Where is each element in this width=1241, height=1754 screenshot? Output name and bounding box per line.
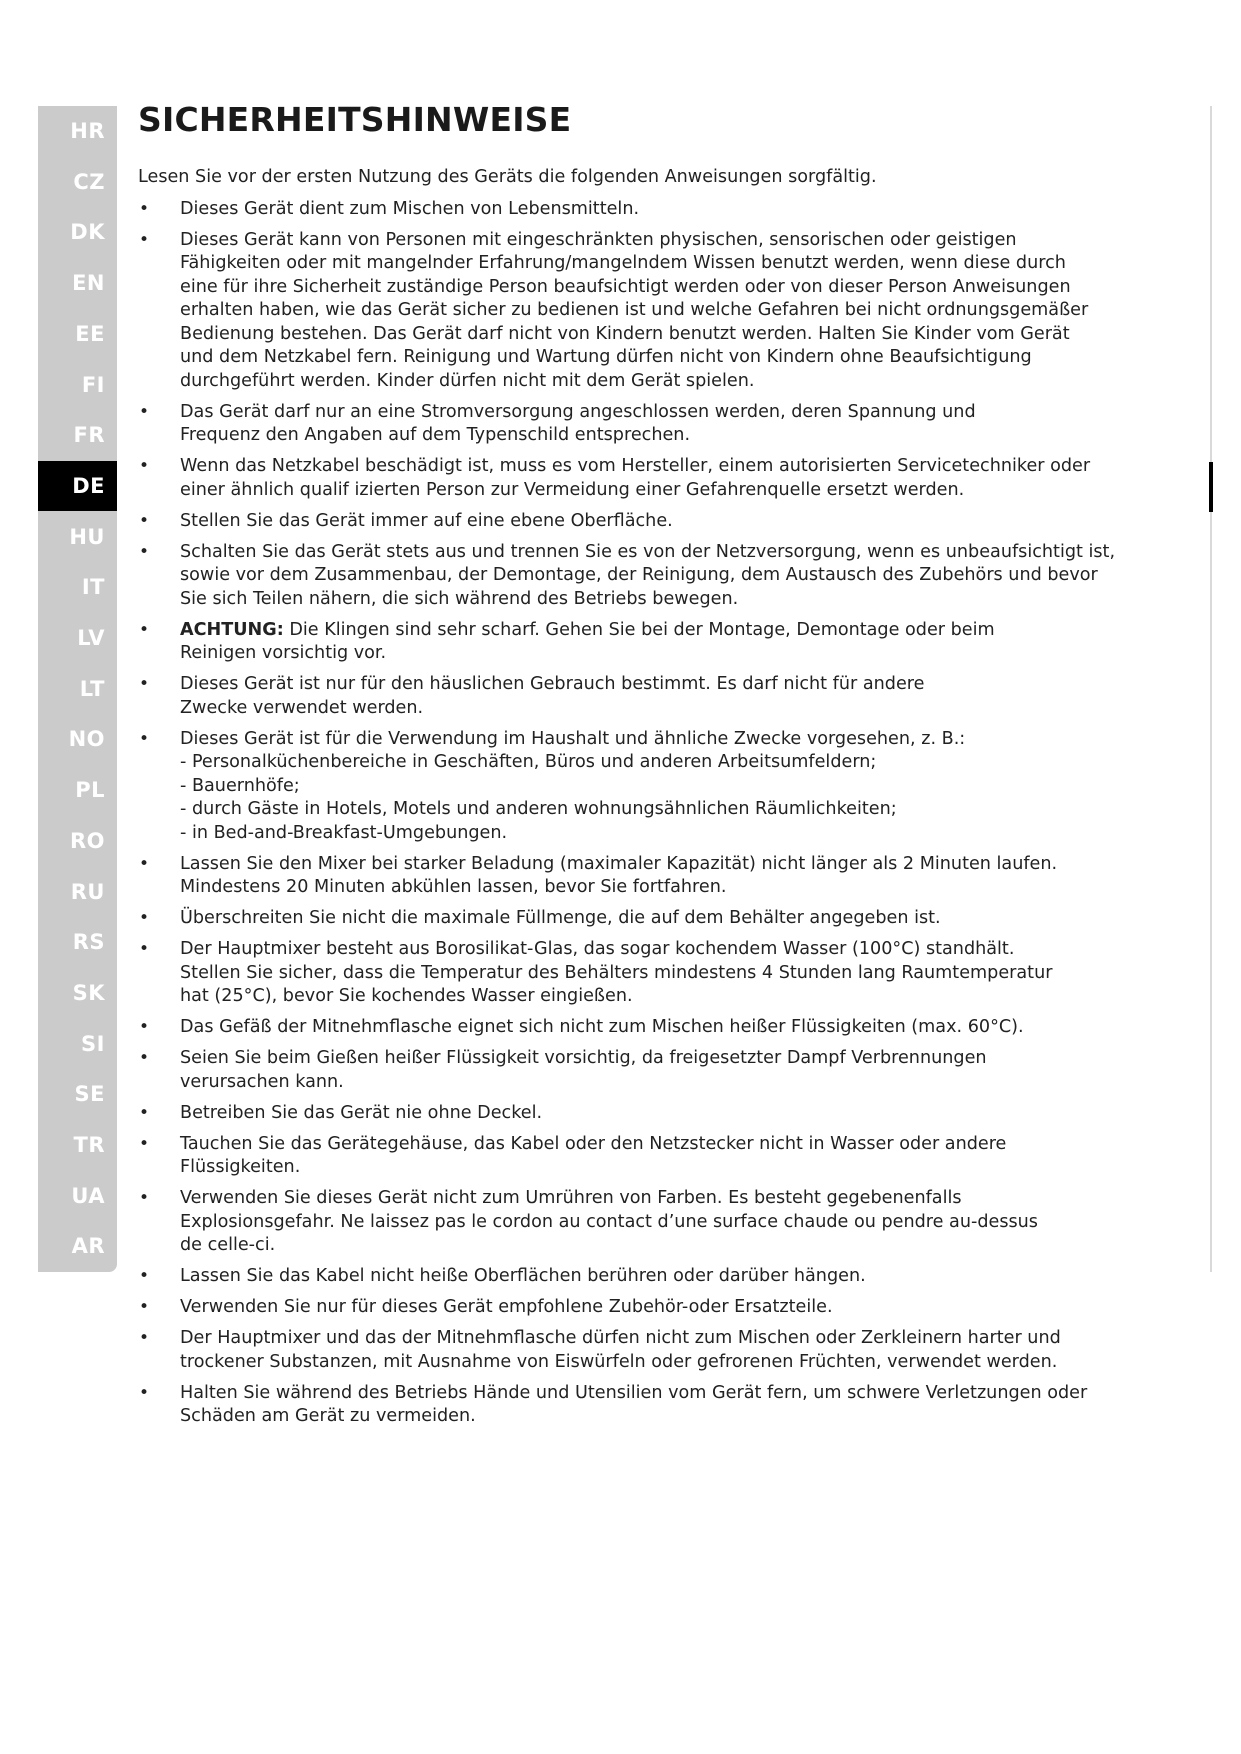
bullet-icon: • (139, 401, 150, 422)
language-tab-ar[interactable]: AR (71, 1234, 105, 1259)
list-item-line: Verwenden Sie nur für dieses Gerät empfohlene Zubehör-oder Ersatzteile. (180, 1297, 833, 1317)
bullet-icon: • (139, 853, 150, 874)
list-item-text: Die Klingen sind sehr scharf. Gehen Sie bei der Montage, Demontage oder beim (283, 619, 995, 640)
bullet-icon: • (139, 1297, 150, 1317)
list-item (138, 455, 1148, 502)
list-item (138, 1047, 1148, 1094)
list-item-line: trockener Substanzen, mit Ausnahme von Eiswürfeln oder gefrorenen Früchten, verwendet werden. (180, 1351, 1058, 1372)
list-item-line: hat (25°C), bevor Sie kochendes Wasser eingießen. (180, 986, 633, 1006)
language-tab-it[interactable]: IT (81, 575, 105, 600)
bullet-icon: • (139, 939, 150, 959)
language-tab-ua[interactable]: UA (71, 1183, 105, 1208)
list-item-line: Sie sich Teilen nähern, die sich während des Betriebs bewegen. (180, 588, 739, 609)
language-tab-ro[interactable]: RO (69, 828, 105, 853)
list-item-line: Lassen Sie das Kabel nicht heiße Oberflächen berühren oder darüber hängen. (180, 1266, 866, 1286)
list-item-line: Dieses Gerät ist nur für den häuslichen Gebrauch bestimmt. Es darf nicht für andere (180, 674, 925, 694)
list-item (138, 229, 1148, 394)
list-item (138, 401, 1148, 448)
language-tab-si[interactable]: SI (81, 1031, 105, 1056)
list-item-line: Das Gefäß der Mitnehmflasche eignet sich nicht zum Mischen heißer Flüssigkeiten (max. 60°C). (180, 1017, 1024, 1037)
language-tab-lt[interactable]: LT (79, 676, 105, 701)
list-item (138, 619, 1148, 666)
bullet-icon: • (139, 1102, 150, 1123)
list-item-line: Mindestens 20 Minuten abkühlen lassen, bevor Sie fortfahren. (180, 877, 727, 897)
list-item-line: - in Bed-and-Breakfast-Umgebungen. (180, 822, 508, 843)
language-tab-ru[interactable]: RU (70, 879, 105, 904)
language-tab-en[interactable]: EN (72, 271, 105, 296)
bullet-icon: • (139, 1382, 150, 1403)
list-item-line: Dieses Gerät kann von Personen mit eingeschränkten physischen, sensorischen oder geistigen (180, 229, 1017, 250)
list-item (138, 1187, 1148, 1258)
list-item-line: Bedienung bestehen. Das Gerät darf nicht von Kindern benutzt werden. Halten Sie Kinder vom Gerät (180, 323, 1070, 344)
list-item-line: Wenn das Netzkabel beschädigt ist, muss es vom Hersteller, einem autorisierten Servicetechniker oder (180, 456, 1091, 476)
bullet-icon: • (139, 1017, 150, 1037)
bullet-icon: • (139, 1328, 150, 1348)
bullet-icon: • (139, 619, 150, 640)
list-item (138, 1327, 1148, 1374)
safety-instructions-list (138, 198, 1148, 1429)
bullet-icon: • (139, 908, 150, 928)
list-item (138, 1102, 1148, 1126)
list-item-line: einer ähnlich qualif izierten Person zur Vermeidung einer Gefahrenquelle ersetzt werden. (180, 479, 965, 500)
list-item-line: Reinigen vorsichtig vor. (180, 643, 387, 663)
language-tab-de[interactable]: DE (38, 461, 117, 511)
list-item-line (180, 619, 1148, 643)
list-item (138, 510, 1148, 534)
list-item-line: sowie vor dem Zusammenbau, der Demontage, der Reinigung, dem Austausch des Zubehörs und bevor (180, 565, 1098, 585)
language-tab-fi[interactable]: FI (81, 372, 105, 397)
list-item-line: und dem Netzkabel fern. Reinigung und Wartung dürfen nicht von Kindern ohne Beaufsichtigung (180, 347, 1032, 367)
bullet-icon: • (139, 1048, 150, 1068)
list-item-line: eine für ihre Sicherheit zuständige Person beaufsichtigt werden oder von dieser Person Anweisungen (180, 276, 1071, 297)
language-tab-no[interactable]: NO (68, 727, 105, 752)
bullet-icon: • (139, 510, 150, 531)
list-item-line: Dieses Gerät ist für die Verwendung im Haushalt und ähnliche Zwecke vorgesehen, z. B.: (180, 728, 966, 749)
language-tab-fr[interactable]: FR (73, 423, 105, 448)
bullet-icon: • (139, 728, 150, 749)
list-item-line: Das Gerät darf nur an eine Stromversorgung angeschlossen werden, deren Spannung und (180, 401, 976, 422)
list-item (138, 541, 1148, 612)
bullet-icon: • (139, 198, 150, 219)
bullet-icon: • (139, 229, 150, 250)
list-item-line: - durch Gäste in Hotels, Motels und anderen wohnungsähnlichen Räumlichkeiten; (180, 799, 897, 819)
list-item-line: Stellen Sie das Gerät immer auf eine ebene Oberfläche. (180, 510, 673, 531)
list-item-line: Schalten Sie das Gerät stets aus und trennen Sie es von der Netzversorgung, wenn es unbeaufsichtigt ist, (180, 541, 1116, 562)
list-item-line: Stellen Sie sicher, dass die Temperatur des Behälters mindestens 4 Stunden lang Raumtemperatur (180, 962, 1053, 983)
language-tab-cz[interactable]: CZ (73, 169, 105, 194)
document-content (138, 96, 1148, 1436)
right-edge-rule (1210, 106, 1212, 1272)
language-tab-ee[interactable]: EE (75, 321, 105, 346)
list-item (138, 853, 1148, 900)
list-item-line: Flüssigkeiten. (180, 1157, 301, 1177)
language-tab-lv[interactable]: LV (77, 626, 105, 650)
list-item-line: Seien Sie beim Gießen heißer Flüssigkeit vorsichtig, da freigesetzter Dampf Verbrennungen (180, 1048, 987, 1068)
list-item-line: Lassen Sie den Mixer bei starker Beladung (maximaler Kapazität) nicht länger als 2 Minuten laufen. (180, 853, 1058, 874)
list-item-line: Schäden am Gerät zu vermeiden. (180, 1406, 476, 1426)
list-item (138, 673, 1148, 720)
list-item-line: - Personalküchenbereiche in Geschäften, Büros und anderen Arbeitsumfeldern; (180, 752, 877, 772)
language-tab-rs[interactable]: RS (72, 930, 105, 955)
language-tab-hu[interactable]: HU (69, 524, 105, 549)
list-item-line: Der Hauptmixer und das der Mitnehmflasche dürfen nicht zum Mischen oder Zerkleinern harter und (180, 1328, 1061, 1348)
list-item-line: Überschreiten Sie nicht die maximale Füllmenge, die auf dem Behälter angegeben ist. (180, 908, 941, 928)
active-section-marker (1209, 462, 1213, 512)
list-item (138, 907, 1148, 931)
language-tab-pl[interactable]: PL (75, 778, 105, 803)
list-item (138, 198, 1148, 222)
list-item (138, 1382, 1148, 1429)
list-item-line: Fähigkeiten oder mit mangelnder Erfahrung/mangelndem Wissen benutzt werden, wenn diese durch (180, 253, 1066, 273)
list-item-line: Frequenz den Angaben auf dem Typenschild entsprechen. (180, 425, 691, 445)
bullet-icon: • (139, 1133, 150, 1154)
list-item-line: de celle-ci. (180, 1235, 276, 1255)
bullet-icon: • (139, 1188, 150, 1208)
list-item (138, 1016, 1148, 1040)
list-item-line: - Bauernhöfe; (180, 775, 300, 796)
bullet-icon: • (139, 541, 150, 562)
list-item-line: verursachen kann. (180, 1071, 344, 1092)
language-tab-sk[interactable]: SK (72, 980, 105, 1005)
language-tab-strip (38, 106, 117, 1272)
language-tab-dk[interactable]: DK (70, 220, 105, 245)
list-item-line: Der Hauptmixer besteht aus Borosilikat-Glas, das sogar kochendem Wasser (100°C) standhält. (180, 939, 1015, 959)
list-item-line: durchgeführt werden. Kinder dürfen nicht mit dem Gerät spielen. (180, 370, 755, 391)
language-tab-hr[interactable]: HR (70, 119, 105, 143)
list-item-line: Tauchen Sie das Gerätegehäuse, das Kabel oder den Netzstecker nicht in Wasser oder andere (180, 1133, 1007, 1154)
list-item (138, 938, 1148, 1009)
list-item-line: Halten Sie während des Betriebs Hände und Utensilien vom Gerät fern, um schwere Verletzungen oder (180, 1382, 1088, 1403)
list-item-line: erhalten haben, wie das Gerät sicher zu bedienen ist und welche Gefahren bei nicht ordnungsgemäßer (180, 300, 1089, 320)
list-item (138, 728, 1148, 846)
list-item-line: Zwecke verwendet werden. (180, 697, 424, 718)
list-item-line: Explosionsgefahr. Ne laissez pas le cordon au contact d’une surface chaude ou pendre au-dessus (180, 1211, 1038, 1232)
bullet-icon: • (139, 456, 150, 476)
list-item (138, 1296, 1148, 1320)
list-item (138, 1133, 1148, 1180)
intro-text: Lesen Sie vor der ersten Nutzung des Geräts die folgenden Anweisungen sorgfältig. (138, 167, 877, 187)
warning-label: ACHTUNG: (180, 619, 284, 640)
list-item-line: Verwenden Sie dieses Gerät nicht zum Umrühren von Farben. Es besteht gegebenenfalls (180, 1188, 962, 1208)
language-tab-se[interactable]: SE (74, 1082, 105, 1107)
bullet-icon: • (139, 674, 150, 694)
list-item-line: Betreiben Sie das Gerät nie ohne Deckel. (180, 1102, 543, 1123)
page-title: SICHERHEITSHINWEISE (138, 100, 572, 139)
bullet-icon: • (139, 1266, 150, 1286)
language-tab-tr[interactable]: TR (73, 1133, 105, 1157)
list-item-line: Dieses Gerät dient zum Mischen von Lebensmitteln. (180, 198, 640, 219)
list-item (138, 1265, 1148, 1289)
